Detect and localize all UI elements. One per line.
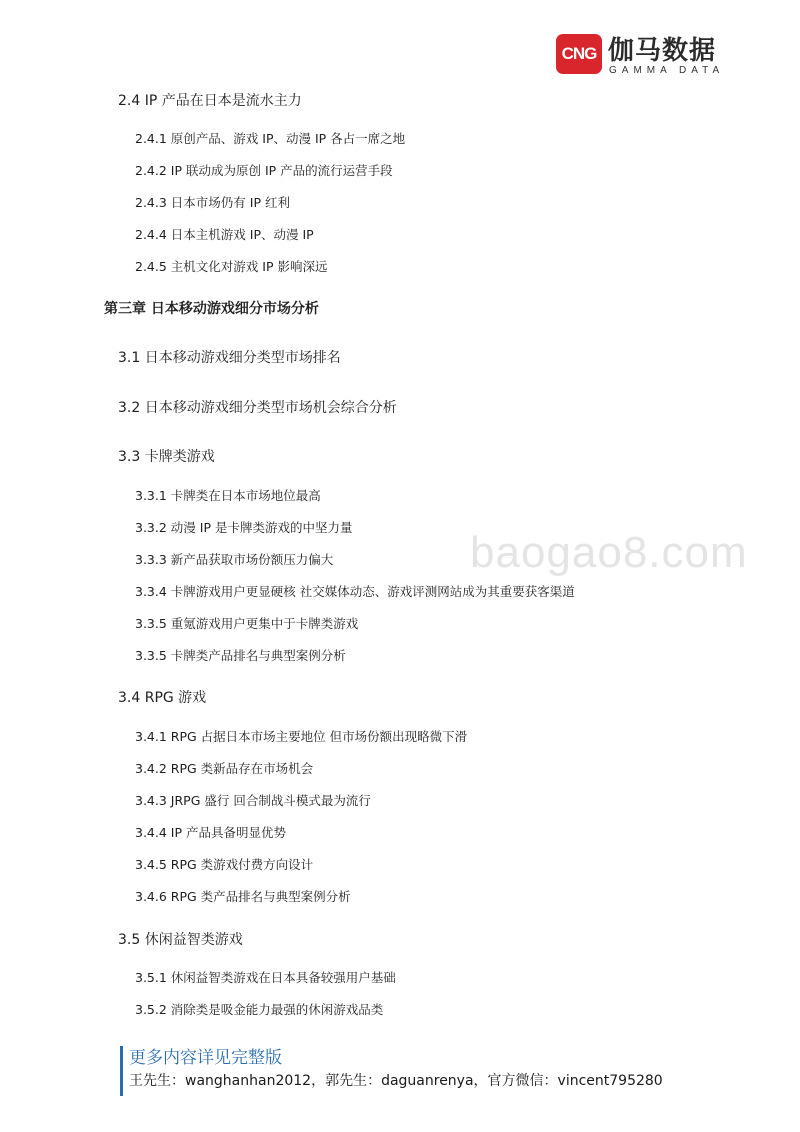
toc-entry-subsection: 3.4.3 JRPG 盛行 回合制战斗模式最为流行 — [135, 793, 371, 808]
watermark: baogao8.com — [470, 528, 748, 577]
toc-entry-subsection: 3.3.5 重氪游戏用户更集中于卡牌类游戏 — [135, 616, 359, 631]
toc-entry-subsection: 2.4.1 原创产品、游戏 IP、动漫 IP 各占一席之地 — [135, 131, 406, 146]
toc-entry-subsection: 3.4.6 RPG 类产品排名与典型案例分析 — [135, 889, 351, 904]
toc-entry-subsection: 3.4.5 RPG 类游戏付费方向设计 — [135, 857, 314, 872]
logo-name-en: GAMMA DATA — [609, 65, 725, 76]
toc-entry-subsection: 3.3.1 卡牌类在日本市场地位最高 — [135, 488, 321, 503]
toc-entry-subsection: 3.5.1 休闲益智类游戏在日本具备较强用户基础 — [135, 970, 396, 985]
toc-entry-subsection: 3.3.2 动漫 IP 是卡牌类游戏的中坚力量 — [135, 520, 353, 535]
toc-entry-section: 3.2 日本移动游戏细分类型市场机会综合分析 — [118, 400, 397, 416]
gamma-data-logo — [556, 30, 746, 80]
footer-title: 更多内容详见完整版 — [129, 1048, 282, 1068]
toc-entry-subsection: 3.4.4 IP 产品具备明显优势 — [135, 825, 286, 840]
toc-entry-chapter: 第三章 日本移动游戏细分市场分析 — [104, 301, 319, 317]
toc-entry-subsection: 3.3.3 新产品获取市场份额压力偏大 — [135, 552, 334, 567]
toc-entry-subsection: 3.3.5 卡牌类产品排名与典型案例分析 — [135, 648, 346, 663]
toc-entry-subsection: 2.4.5 主机文化对游戏 IP 影响深远 — [135, 259, 328, 274]
toc-entry-subsection: 2.4.4 日本主机游戏 IP、动漫 IP — [135, 227, 314, 242]
toc-entry-section: 3.4 RPG 游戏 — [118, 690, 207, 706]
footer-contact-block — [120, 1046, 663, 1096]
toc-entry-section: 3.1 日本移动游戏细分类型市场排名 — [118, 350, 341, 366]
logo-name-cn: 伽马数据 — [608, 36, 717, 66]
toc-entry-subsection: 3.4.1 RPG 占据日本市场主要地位 但市场份额出现略微下滑 — [135, 729, 468, 744]
toc-entry-subsection: 3.4.2 RPG 类新品存在市场机会 — [135, 761, 314, 776]
toc-entry-subsection: 3.3.4 卡牌游戏用户更显硬核 社交媒体动态、游戏评测网站成为其重要获客渠道 — [135, 584, 575, 599]
logo-badge: CNG — [556, 34, 602, 74]
toc-entry-subsection: 2.4.3 日本市场仍有 IP 红利 — [135, 195, 290, 210]
toc-entry-section: 3.5 休闲益智类游戏 — [118, 932, 243, 948]
toc-entry-subsection: 3.5.2 消除类是吸金能力最强的休闲游戏品类 — [135, 1002, 384, 1017]
toc-entry-section: 2.4 IP 产品在日本是流水主力 — [118, 93, 302, 109]
toc-entry-subsection: 2.4.2 IP 联动成为原创 IP 产品的流行运营手段 — [135, 163, 393, 178]
footer-contact-info: 王先生：wanghanhan2012，郭先生：daguanrenya，官方微信：vincent795280 — [129, 1073, 663, 1089]
toc-entry-section: 3.3 卡牌类游戏 — [118, 449, 215, 465]
